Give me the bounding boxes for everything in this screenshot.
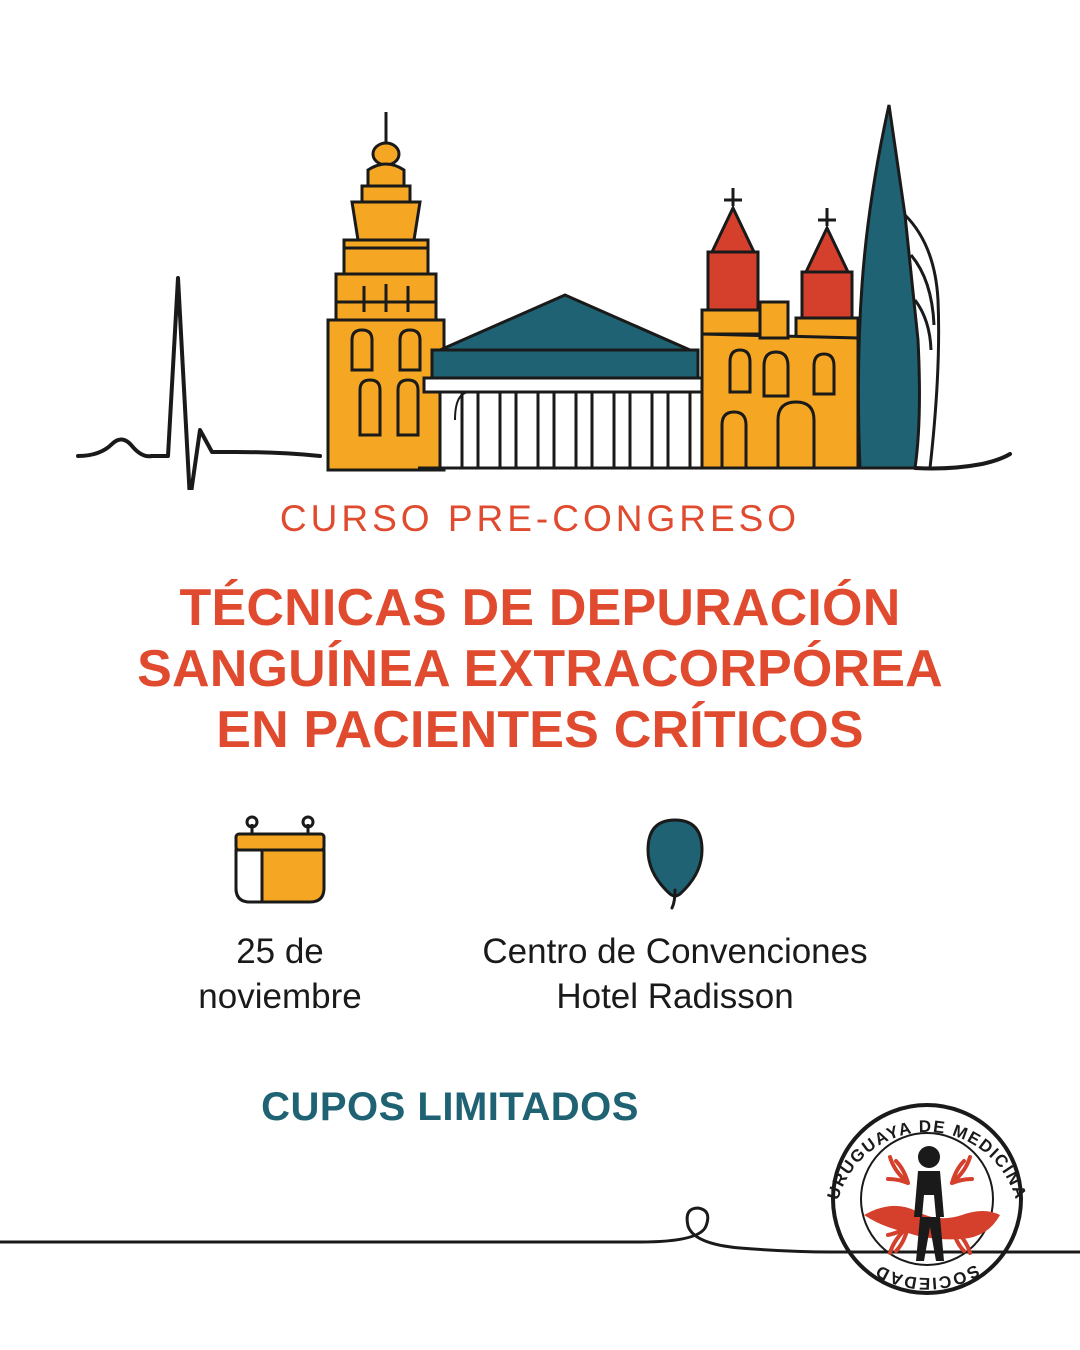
eyebrow-label: CURSO PRE-CONGRESO bbox=[279, 498, 801, 539]
ecg-line bbox=[78, 278, 320, 490]
montevideo-skyline-ecg-illustration bbox=[0, 40, 1080, 490]
map-pin-icon bbox=[620, 812, 730, 912]
antel-tower bbox=[858, 105, 938, 468]
logo-text-top: URUGUAYA DE MEDICINA bbox=[823, 1116, 1031, 1203]
headline-line-1: TÉCNICAS DE DEPURACIÓN bbox=[179, 579, 901, 637]
event-date-text bbox=[198, 930, 361, 1020]
headline-line-2: SANGUÍNEA EXTRACORPÓREA bbox=[137, 639, 943, 698]
event-date-line-2: noviembre bbox=[198, 976, 362, 1016]
limited-seats-label: CUPOS LIMITADOS bbox=[261, 1085, 639, 1129]
event-date-line-1: 25 de bbox=[236, 932, 324, 971]
sumi-logo bbox=[812, 1087, 1042, 1302]
event-venue-block bbox=[415, 812, 935, 1020]
neoclassical-building bbox=[418, 295, 712, 468]
palacio-salvo-tower bbox=[328, 112, 444, 470]
calendar-icon bbox=[222, 812, 338, 912]
event-venue-text bbox=[482, 930, 867, 1020]
logo-text-bottom: SOCIEDAD bbox=[871, 1260, 983, 1294]
page-title bbox=[0, 578, 1080, 760]
headline-line-3: EN PACIENTES CRÍTICOS bbox=[216, 700, 864, 759]
event-venue-line-2: Hotel Radisson bbox=[556, 976, 794, 1016]
event-info-row bbox=[0, 812, 1080, 1020]
event-venue-line-1: Centro de Convenciones bbox=[482, 932, 868, 971]
catedral-metropolitana bbox=[702, 188, 858, 468]
event-date-block bbox=[145, 812, 415, 1020]
